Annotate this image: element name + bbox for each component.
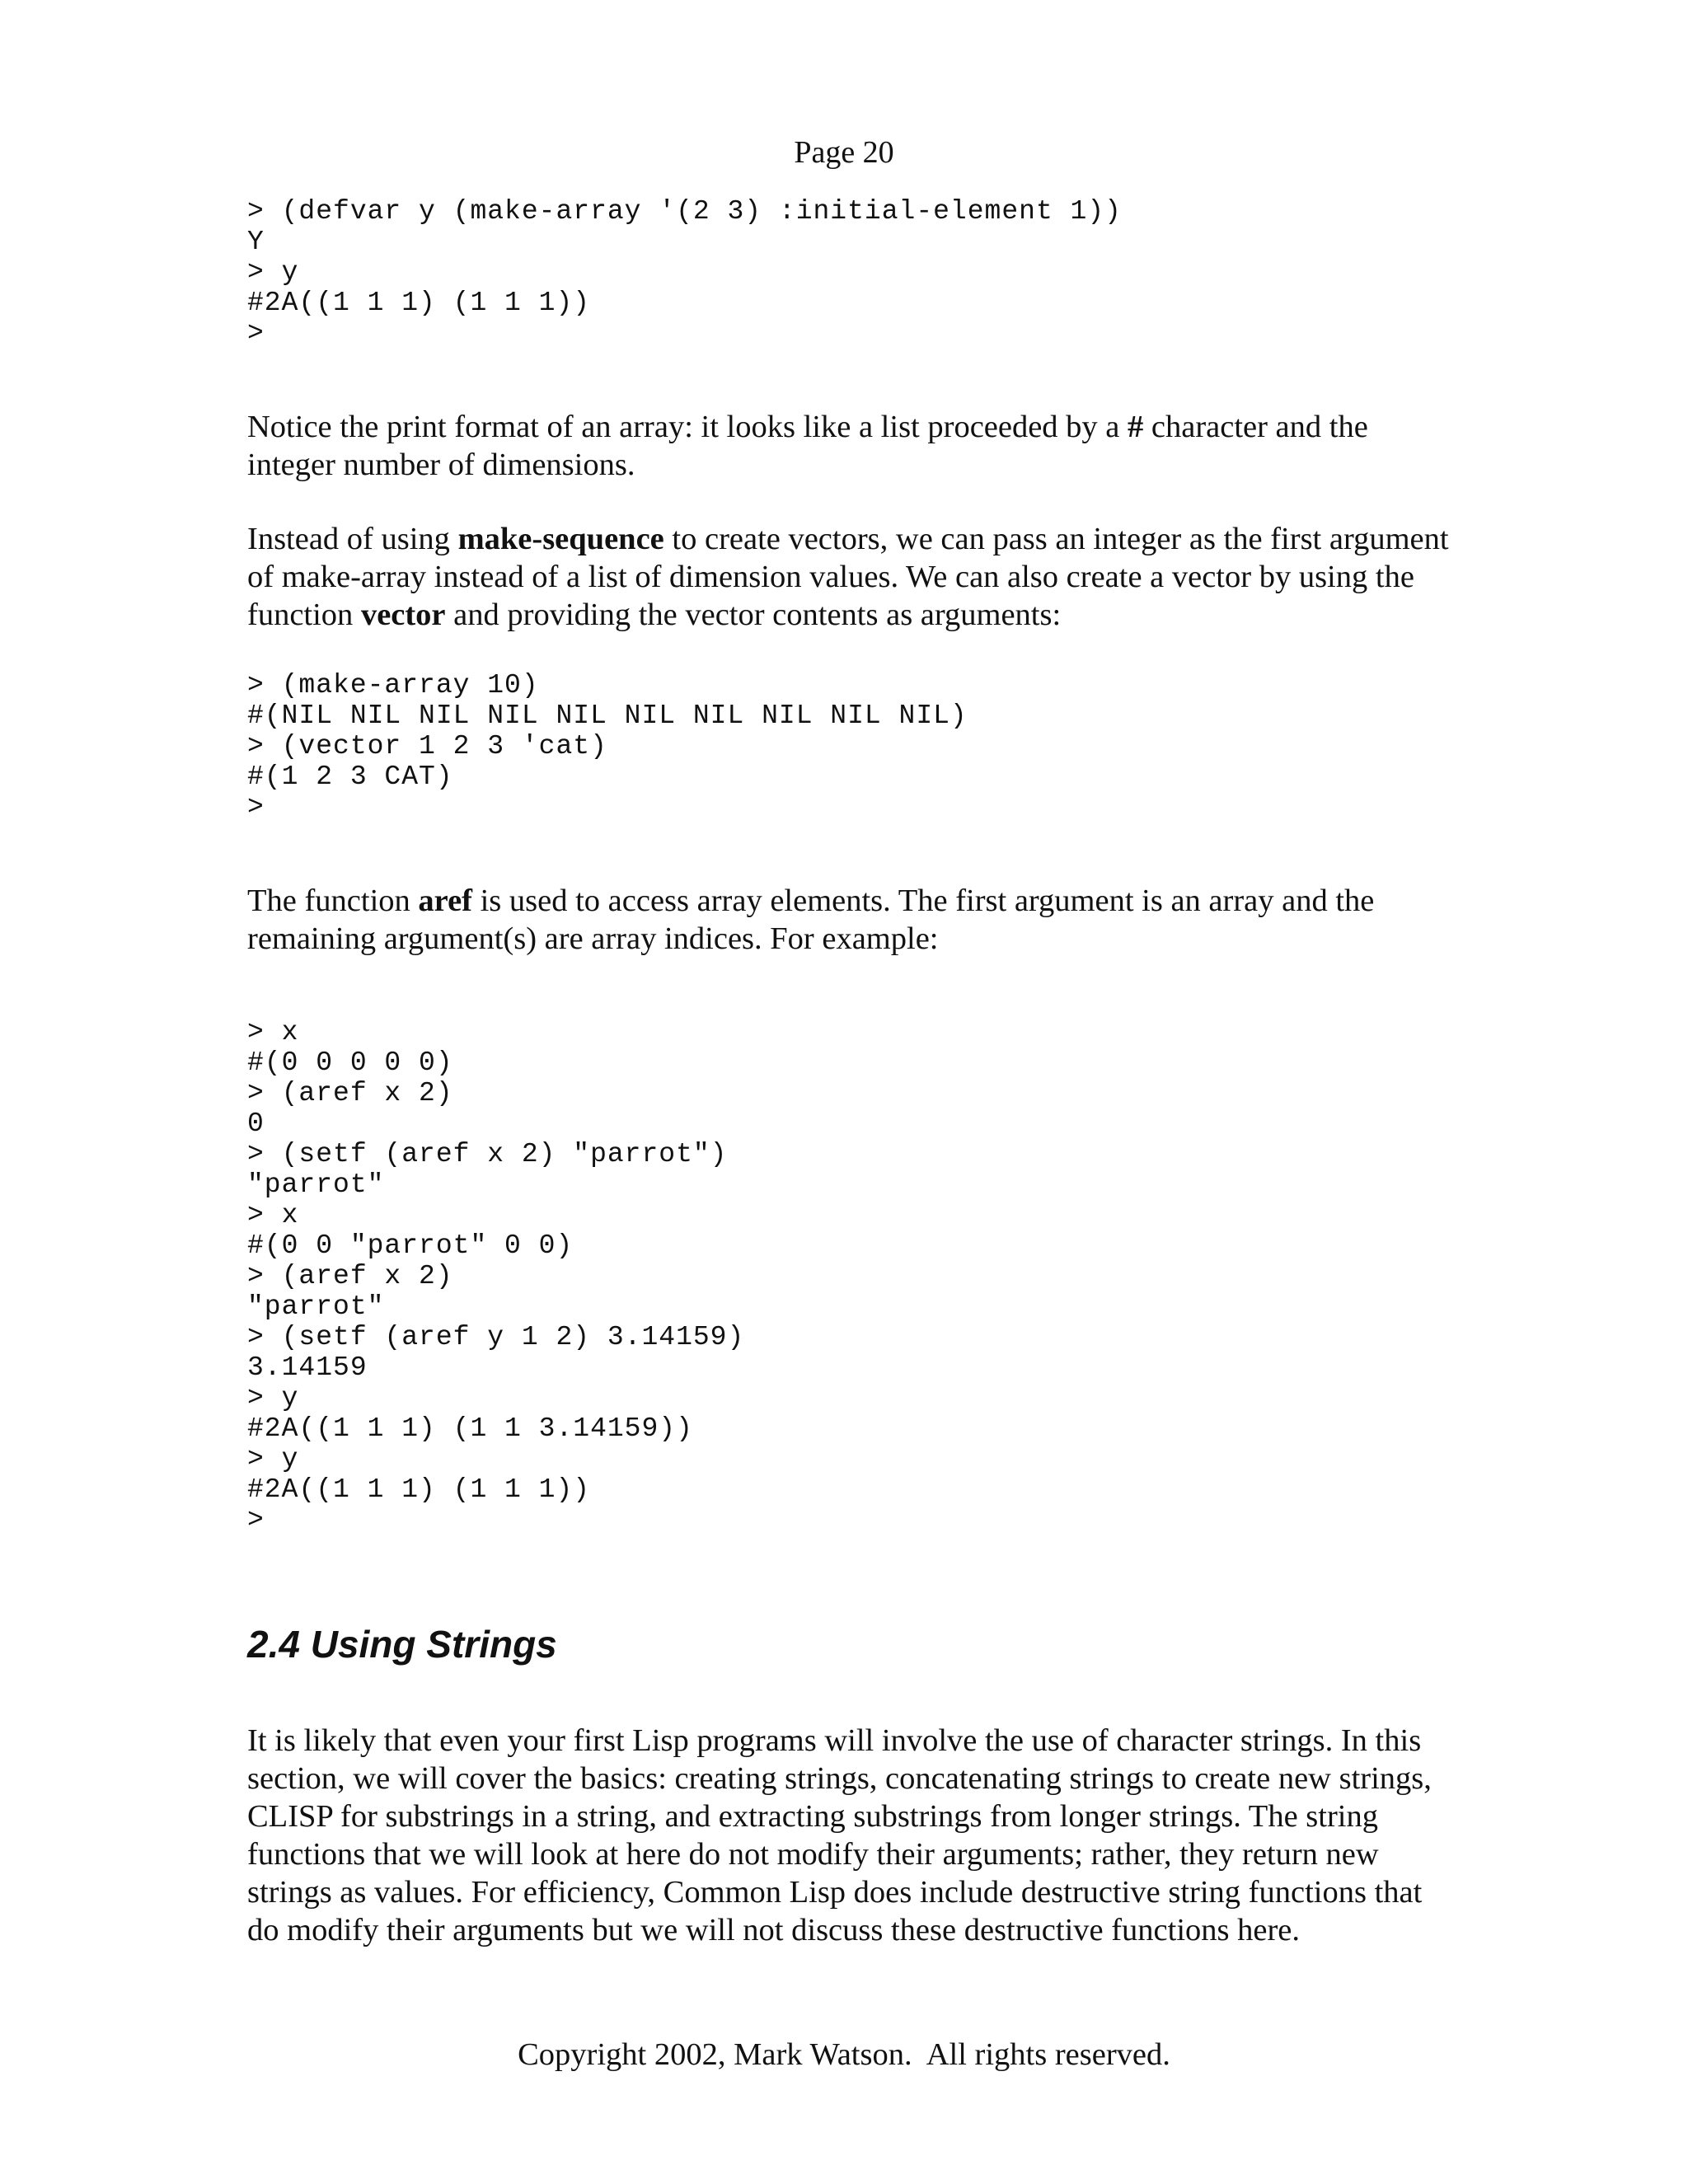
paragraph-make-sequence (247, 520, 1451, 634)
paragraph-text: The function (247, 883, 419, 918)
paragraph-aref (247, 882, 1451, 958)
paragraph-text: Instead of using (247, 522, 458, 556)
paragraph-text: Notice the print format of an array: it looks like a list proceeded by a (247, 410, 1128, 444)
copyright-footer: Copyright 2002, Mark Watson. All rights reserved. (518, 2037, 1170, 2072)
paragraph-print-format (247, 408, 1451, 484)
paragraph-text: and providing the vector contents as arguments: (445, 598, 1062, 632)
paragraph-text: character and the integer number of dimensions. (247, 410, 1368, 482)
bold-term-vector: vector (360, 598, 446, 632)
bold-term-aref: aref (418, 883, 472, 918)
paragraph-text: to create vectors, we can pass an integer as the first argument of make-array instead of a list of dimension values. We can also create a vector by using the function (247, 522, 1449, 632)
section-heading: 2.4 Using Strings (247, 1623, 557, 1666)
code-block-aref-examples: > x #(0 0 0 0 0) > (aref x 2) 0 > (setf (aref x 2) "parrot") "parrot" > x #(0 0 "parrot" 0 0) > (aref x 2) "parrot" > (setf (aref y 1 2) 3.14159) 3.14159 > y #2A((1 1 1) (1 1 3.14159)) > y #2A((1 1 1) (1 1 1)) > (247, 1017, 745, 1535)
code-block-make-array: > (make-array 10) #(NIL NIL NIL NIL NIL NIL NIL NIL NIL NIL) > (vector 1 2 3 'cat) #(1 2 3 CAT) > (247, 670, 968, 823)
bold-term-make-sequence: make-sequence (457, 522, 664, 556)
page-content (247, 196, 1451, 1949)
code-block-defvar: > (defvar y (make-array '(2 3) :initial-element 1)) Y > y #2A((1 1 1) (1 1 1)) > (247, 196, 1122, 349)
bold-term-hash: # (1128, 410, 1144, 444)
page-number: Page 20 (794, 135, 894, 170)
paragraph-text: is used to access array elements. The first argument is an array and the remaining argument(s) are array indices. For example: (247, 883, 1375, 956)
paragraph-using-strings: It is likely that even your first Lisp programs will involve the use of character strings. In this section, we will cover the basics: creating strings, concatenating strings to create new strings, CLISP for substrings in a string, and extracting substrings from longer strings. The string functions that we will look at here do not modify their arguments; rather, they return new strings as values. For efficiency, Common Lisp does include destructive string functions that do modify their arguments but we will not discuss these destructive functions here. (247, 1723, 1432, 1947)
